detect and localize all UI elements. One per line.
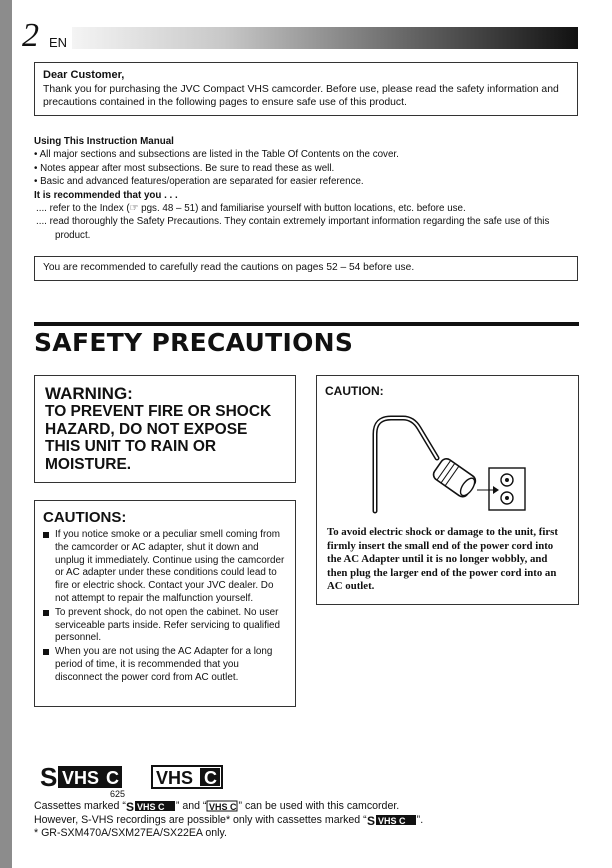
svg-text:625: 625 xyxy=(110,789,126,798)
language-code: EN xyxy=(49,35,68,50)
power-plug-illustration-icon xyxy=(357,406,537,516)
svhs-c-vhs-c-logos-icon xyxy=(40,762,240,798)
page-edge-bar xyxy=(0,0,12,868)
warning-title: WARNING: xyxy=(45,384,133,403)
list-item: .... read thoroughly the Safety Precautions. They contain extremely important information regarding the safe use of this product. xyxy=(36,216,550,241)
svhs-c-mini-logo-icon xyxy=(126,800,176,812)
svg-text:S: S xyxy=(40,762,58,792)
header-gradient-bar xyxy=(72,27,578,49)
dear-customer-box xyxy=(34,62,578,116)
svg-text:VHS: VHS xyxy=(156,768,194,788)
cautions-list xyxy=(43,529,287,685)
manual-bullet-list xyxy=(34,148,578,188)
cassette-note-line2: However, S-VHS recordings are possible* only with cassettes marked “ S VHS C ”. xyxy=(34,813,424,826)
svg-text:S: S xyxy=(125,800,134,813)
caution-pages-note: You are recommended to carefully read the cautions on pages 52 – 54 before use. xyxy=(34,256,578,281)
svg-text:S: S xyxy=(366,813,375,826)
plug-caution-box xyxy=(316,375,579,605)
manual-usage-section xyxy=(34,135,578,242)
cautions-title: CAUTIONS: xyxy=(43,509,127,526)
svg-text:VHS C: VHS C xyxy=(377,815,406,826)
vhs-c-mini-logo-icon xyxy=(206,800,238,812)
page-header xyxy=(22,17,578,54)
list-item: • Notes appear after most subsections. Be sure to read these as well. xyxy=(34,162,335,174)
list-item: .... refer to the Index (☞ pgs. 48 – 51) and familiarise yourself with button locations, etc. before use. xyxy=(36,203,466,215)
safety-title: SAFETY PRECAUTIONS xyxy=(34,328,354,357)
svg-text:C: C xyxy=(204,768,217,788)
plug-caution-title: CAUTION: xyxy=(325,384,384,398)
model-footnote: * GR-SXM470A/SXM27EA/SX22EA only. xyxy=(34,827,227,839)
cautions-box xyxy=(34,500,296,707)
svg-text:VHS: VHS xyxy=(62,768,100,788)
svhs-c-mini-logo-icon xyxy=(367,814,417,826)
page-number: 2 xyxy=(22,17,39,54)
square-bullet-icon xyxy=(43,532,49,538)
section-rule xyxy=(34,322,579,326)
warning-text: TO PREVENT FIRE OR SHOCK HAZARD, DO NOT EXPOSE THIS UNIT TO RAIN OR MOISTURE. xyxy=(45,403,272,473)
cassette-note xyxy=(34,800,594,841)
cassette-note-line1: Cassettes marked “ S VHS C ” and “ VHS C ” can be used with this camcorder. xyxy=(34,800,400,813)
square-bullet-icon xyxy=(43,649,49,655)
plug-caution-text: To avoid electric shock or damage to the unit, first firmly insert the small end of the power cord into the AC Adapter until it is no longer wobbly, and then plug the larger end of the power cord into an AC outlet. xyxy=(327,526,558,592)
dear-customer-body: Thank you for purchasing the JVC Compact VHS camcorder. Before use, please read the safety information and precautions contained in the following pages to ensure safe use of this product. xyxy=(43,83,559,108)
square-bullet-icon xyxy=(43,610,49,616)
svg-text:VHS C: VHS C xyxy=(136,802,165,813)
recommended-heading: It is recommended that you . . . xyxy=(34,189,178,201)
list-item: When you are not using the AC Adapter for a long period of time, it is recommended that you disconnect the power cord from AC outlet. xyxy=(43,646,287,684)
recommended-list xyxy=(34,202,578,242)
dear-customer-title: Dear Customer, xyxy=(43,69,125,81)
warning-box xyxy=(34,375,296,483)
list-item: If you notice smoke or a peculiar smell coming from the camcorder or AC adapter, shut it down and unplug it immediately. Continue using the camcorder or AC adapter under these conditions could lead to fire or electric shock. Contact your JVC dealer. Do not attempt to repair the malfunction yourself. xyxy=(43,529,287,606)
svg-text:C: C xyxy=(106,768,119,788)
svg-text:VHS C: VHS C xyxy=(209,802,237,813)
list-item: • Basic and advanced features/operation are separated for easier reference. xyxy=(34,176,364,188)
cassette-logos xyxy=(40,762,240,803)
list-item: To prevent shock, do not open the cabinet. No user serviceable parts inside. Refer servicing to qualified personnel. xyxy=(43,607,287,645)
list-item: • All major sections and subsections are listed in the Table Of Contents on the cover. xyxy=(34,149,399,161)
manual-heading: Using This Instruction Manual xyxy=(34,136,174,147)
